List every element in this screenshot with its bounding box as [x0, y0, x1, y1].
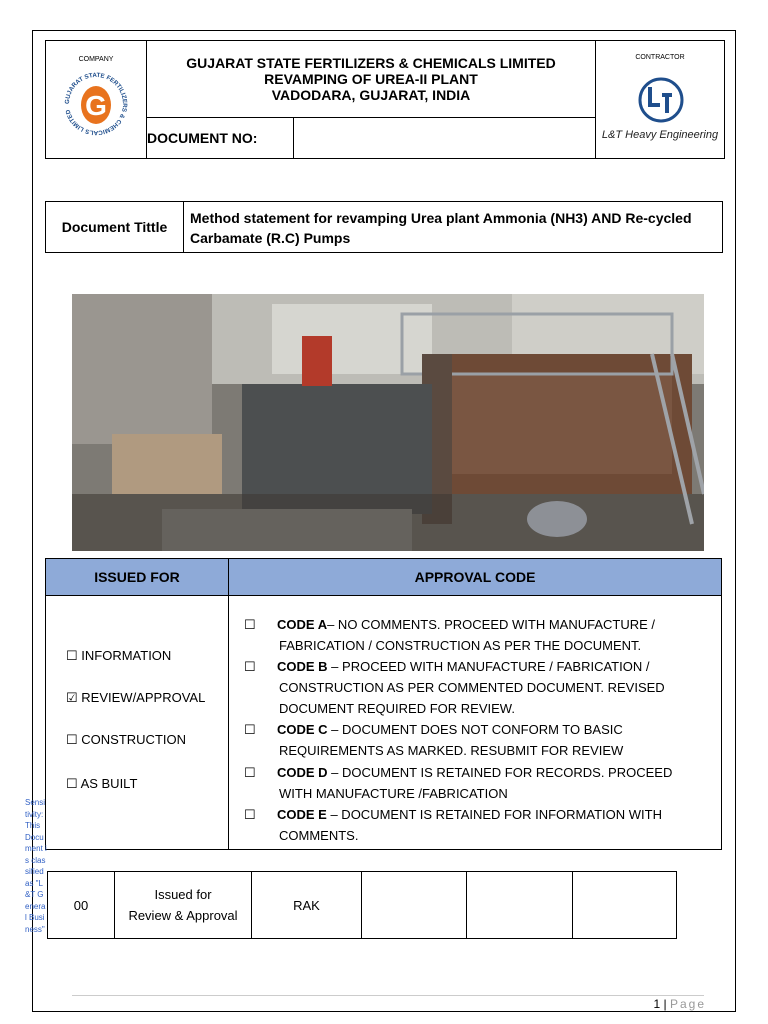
checkbox-icon[interactable]: ☐ — [66, 648, 78, 663]
code-d — [244, 762, 704, 804]
code-c-line2: REQUIREMENTS AS MARKED. RESUBMIT FOR REVIEW — [279, 743, 624, 758]
code-a-line2: FABRICATION / CONSTRUCTION AS PER THE DOCUMENT. — [279, 638, 642, 653]
plant-photo — [72, 294, 704, 551]
option-label: CONSTRUCTION — [81, 732, 186, 747]
page-number: 1 — [653, 997, 661, 1011]
issued-for-options — [46, 596, 229, 849]
option-review-approval[interactable] — [66, 690, 205, 706]
code-c-sep: – — [327, 722, 339, 737]
title-line-project: REVAMPING OF UREA-II PLANT — [264, 71, 478, 87]
page-separator: | — [663, 997, 667, 1011]
page-word: Page — [669, 997, 706, 1011]
checkbox-icon[interactable]: ☐ — [244, 807, 256, 822]
revision-description — [115, 872, 252, 938]
code-d-line1: DOCUMENT IS RETAINED FOR RECORDS. PROCEED — [338, 765, 673, 780]
title-line-location: VADODARA, GUJARAT, INDIA — [271, 87, 471, 103]
title-line-company: GUJARAT STATE FERTILIZERS & CHEMICALS LIMITED — [186, 55, 556, 71]
revision-empty-cell — [362, 872, 467, 938]
option-as-built[interactable] — [66, 776, 137, 792]
code-b-name: CODE B — [277, 659, 328, 674]
option-label: REVIEW/APPROVAL — [81, 690, 206, 705]
checkbox-icon[interactable]: ☐ — [66, 732, 78, 747]
revision-description-line2: Review & Approval — [128, 908, 238, 923]
company-label: COMPANY — [78, 56, 114, 63]
checked-checkbox-icon[interactable]: ☑ — [66, 690, 78, 705]
document-no-label: DOCUMENT NO: — [147, 118, 294, 158]
page-footer — [653, 997, 706, 1011]
revision-empty-cell — [467, 872, 573, 938]
option-label: AS BUILT — [80, 776, 138, 791]
code-b-line2: CONSTRUCTION AS PER COMMENTED DOCUMENT. REVISED — [279, 680, 665, 695]
checkbox-icon[interactable]: ☐ — [244, 765, 256, 780]
document-title-value: Method statement for revamping Urea plant Ammonia (NH3) AND Re-cycled Carbamate (R.C) Pumps — [190, 210, 692, 246]
contractor-label: CONTRACTOR — [635, 54, 685, 61]
document-title-table — [45, 201, 723, 253]
code-b — [244, 656, 704, 719]
project-title-cell — [147, 41, 596, 118]
document-header — [45, 40, 725, 159]
code-a-name: CODE A — [277, 617, 328, 632]
code-a-line1: NO COMMENTS. PROCEED WITH MANUFACTURE / — [334, 617, 655, 632]
code-b-line3: DOCUMENT REQUIRED FOR REVIEW. — [279, 701, 515, 716]
checkbox-icon[interactable]: ☐ — [244, 617, 256, 632]
sensitivity-label: Sensitivity: This Document is classified as "L&T General Business" — [25, 798, 47, 934]
option-information[interactable] — [66, 648, 171, 664]
revision-empty-cell — [573, 872, 676, 938]
code-c-line1: DOCUMENT DOES NOT CONFORM TO BASIC — [338, 722, 623, 737]
code-d-line2: WITH MANUFACTURE /FABRICATION — [279, 786, 508, 801]
code-e-name: CODE E — [277, 807, 327, 822]
gsfc-logo — [61, 69, 131, 139]
gsfc-logo-ring-text: GUJARAT STATE FERTILIZERS & CHEMICALS LIMITED — [63, 71, 129, 137]
revision-prepared-by: RAK — [252, 872, 362, 938]
code-d-name: CODE D — [277, 765, 328, 780]
code-e-sep: – — [326, 807, 338, 822]
revision-number: 00 — [48, 872, 115, 938]
checkbox-icon[interactable]: ☐ — [244, 722, 256, 737]
approval-code-header: APPROVAL CODE — [229, 559, 721, 596]
gsfc-logo-letter: G — [85, 90, 107, 121]
document-title-label: Document Tittle — [46, 202, 184, 252]
code-c — [244, 719, 704, 761]
code-c-name: CODE C — [277, 722, 328, 737]
code-b-sep: – — [327, 659, 339, 674]
code-e — [244, 804, 704, 846]
contractor-logo-cell — [596, 41, 724, 158]
footer-rule — [72, 995, 704, 996]
code-d-sep: – — [327, 765, 339, 780]
revision-description-line1: Issued for — [154, 887, 212, 902]
checkbox-icon[interactable]: ☐ — [244, 659, 256, 674]
plant-photo-illustration — [72, 294, 704, 551]
issued-for-header: ISSUED FOR — [46, 559, 229, 596]
code-e-line1: DOCUMENT IS RETAINED FOR INFORMATION WITH — [337, 807, 662, 822]
code-e-line2: COMMENTS. — [279, 828, 359, 843]
option-label: INFORMATION — [81, 648, 172, 663]
company-logo-cell — [46, 41, 147, 158]
revision-table — [47, 871, 677, 939]
code-a-sep: – — [327, 617, 335, 632]
option-construction[interactable] — [66, 732, 186, 748]
code-a — [244, 614, 704, 656]
approval-table — [45, 558, 722, 850]
document-no-value — [294, 118, 596, 158]
checkbox-icon[interactable]: ☐ — [66, 776, 78, 791]
code-b-line1: PROCEED WITH MANUFACTURE / FABRICATION / — [338, 659, 650, 674]
lt-logo — [636, 75, 686, 125]
contractor-name: L&T Heavy Engineering — [601, 129, 719, 141]
approval-codes — [229, 596, 721, 849]
